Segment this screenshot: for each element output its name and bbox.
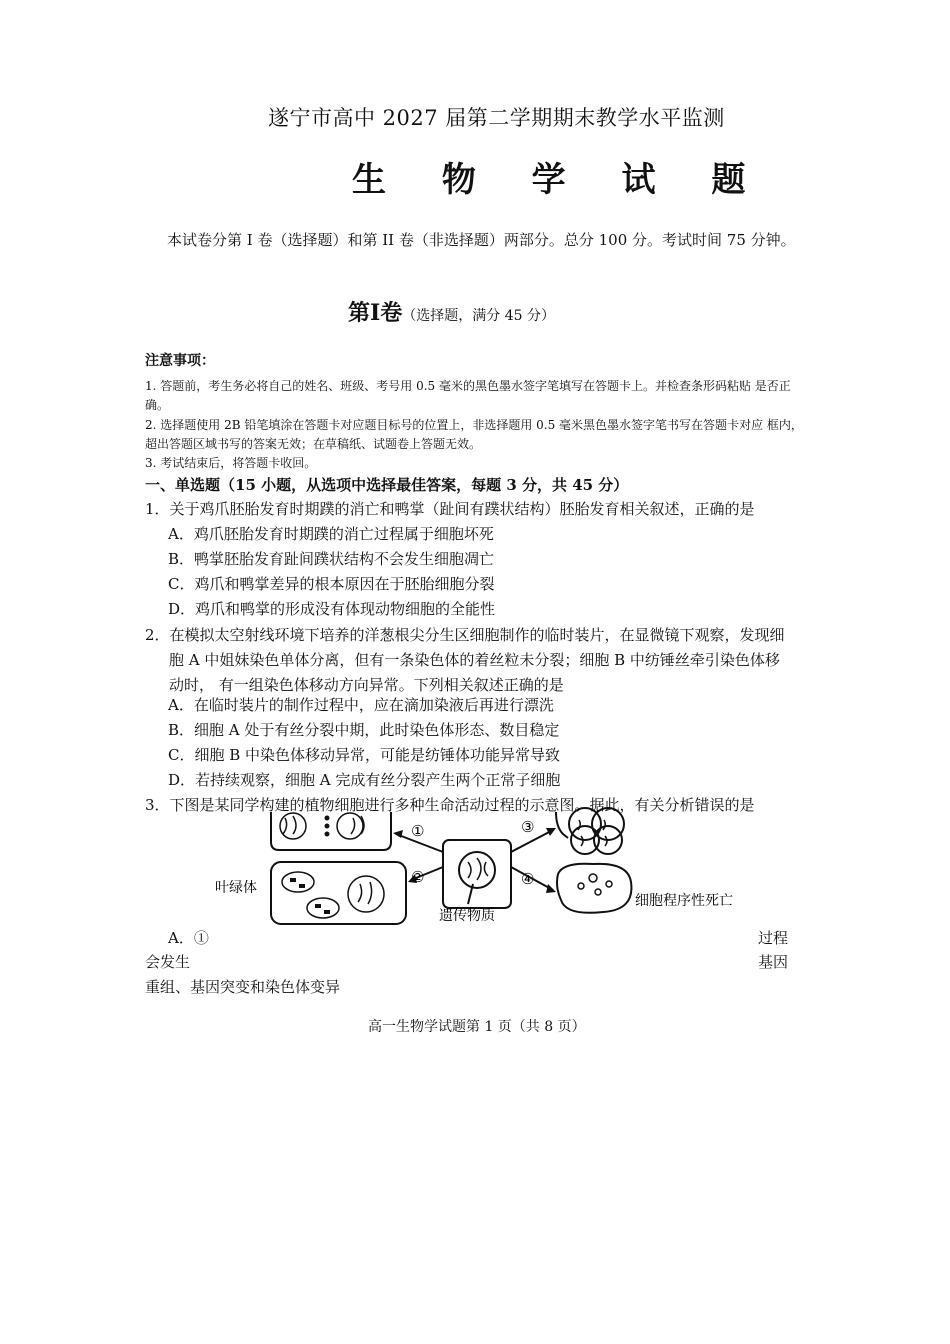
section-title-sub: （选择题，满分 45 分）	[402, 308, 556, 324]
question-2-option-a: A．在临时装片的制作过程中，应在滴加染液后再进行漂洗	[168, 696, 554, 714]
question-2-stem-line: 动时， 有一组染色体移动方向异常。下列相关叙述正确的是	[169, 676, 564, 694]
question-2-option-d: D．若持续观察，细胞 A 完成有丝分裂产生两个正常子细胞	[168, 771, 561, 789]
mark-1: ①	[411, 822, 425, 840]
apoptotic-cell	[557, 864, 631, 913]
question-3-option-a-part: A．①	[168, 929, 209, 947]
exam-header: 遂宁市高中 2027 届第二学期期末教学水平监测	[268, 106, 725, 130]
page-footer: 高一生物学试题第 1 页（共 8 页）	[368, 1019, 586, 1035]
center-cell	[443, 840, 511, 908]
question-3-option-a-part: 过程	[758, 929, 789, 947]
question-3-option-a-part: 会发生	[145, 953, 191, 971]
cell-process-diagram	[215, 812, 783, 927]
question-2-stem	[145, 623, 805, 698]
part-title: 一、单选题（15 小题，从选项中选择最佳答案，每题 3 分，共 45 分）	[145, 476, 629, 494]
note-item: 3. 考试结束后，将答题卡收回。	[145, 456, 317, 470]
chloroplast-label: 叶绿体	[215, 880, 257, 896]
nucleus	[459, 852, 495, 888]
section-title	[348, 296, 555, 327]
question-2-option-c: C．细胞 B 中染色体移动异常，可能是纺锤体功能异常导致	[168, 746, 561, 764]
question-3-stem: 3．下图是某同学构建的植物细胞进行多种生命活动过程的示意图。据此，有关分析错误的是	[145, 796, 755, 814]
cell-with-chloroplasts	[271, 862, 406, 924]
note-item: 1. 答题前，考生务必将自己的姓名、班级、考号用 0.5 毫米的黑色墨水签字笔填写在答题卡上。并检查条形码粘贴 是否正确。	[145, 379, 791, 412]
question-1-option-b: B．鸭掌胚胎发育趾间蹼状结构不会发生细胞凋亡	[168, 550, 495, 568]
page-title: 生 物 学 试 题	[352, 160, 768, 200]
note-item: 2. 选择题使用 2B 铅笔填涂在答题卡对应题目标号的位置上，非选择题用 0.5 毫米黑色墨水签字笔书写在答题卡对应 框内，超出答题区域书写的答案无效；在草稿纸、试题卷上答题无效。	[145, 418, 803, 451]
question-2-stem-line: 胞 A 中姐妹染色单体分离，但有一条染色体的着丝粒未分裂；细胞 B 中纺锤丝牵引染色体移	[169, 651, 780, 669]
mark-2: ②	[411, 868, 425, 886]
question-3-option-a-part: 重组、基因突变和染色体变异	[145, 978, 341, 996]
question-1-option-c: C．鸡爪和鸭掌差异的根本原因在于胚胎细胞分裂	[168, 575, 495, 593]
question-2-stem-line: 2．在模拟太空射线环境下培养的洋葱根尖分生区细胞制作的临时装片，在显微镜下观察，发现细	[145, 626, 785, 644]
notes-title: 注意事项：	[145, 353, 215, 369]
question-2-option-b: B．细胞 A 处于有丝分裂中期，此时染色体形态、数目稳定	[168, 721, 560, 739]
intro-paragraph: 本试卷分第 I 卷（选择题）和第 II 卷（非选择题）两部分。总分 100 分。考试时间 75 分钟。	[167, 231, 796, 249]
question-1-option-a: A．鸡爪胚胎发育时期蹼的消亡过程属于细胞坏死	[168, 525, 494, 543]
dividing-cell-top	[271, 812, 391, 850]
mark-4: ④	[521, 870, 535, 888]
genetic-material-label: 遗传物质	[439, 908, 495, 924]
section-title-main: 第Ⅰ卷	[348, 300, 403, 326]
question-1-option-d: D．鸡爪和鸭掌的形成没有体现动物细胞的全能性	[168, 600, 496, 618]
mark-3: ③	[521, 818, 535, 836]
question-1-stem: 1．关于鸡爪胚胎发育时期蹼的消亡和鸭掌（趾间有蹼状结构）胚胎发育相关叙述，正确的是	[145, 500, 755, 518]
apoptosis-label: 细胞程序性死亡	[635, 893, 733, 909]
question-3-option-a-part: 基因	[758, 953, 789, 971]
